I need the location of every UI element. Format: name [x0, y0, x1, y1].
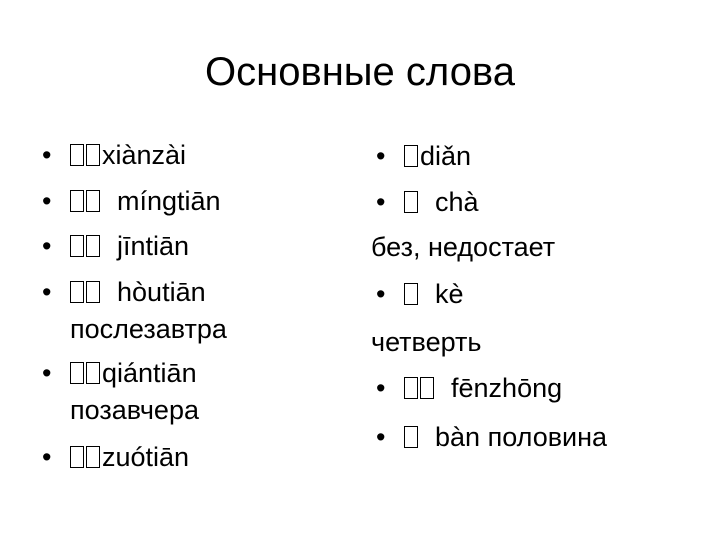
- translation: половина: [487, 422, 608, 452]
- translation: без, недостает: [371, 232, 556, 262]
- missing-glyph-icon: [86, 190, 100, 212]
- vocab-item: [42, 440, 189, 474]
- missing-glyph-icon: [404, 145, 418, 167]
- bullet: •: [42, 231, 52, 261]
- vocab-item: [42, 184, 221, 218]
- bullet: •: [376, 141, 386, 171]
- vocab-item: [376, 371, 562, 405]
- missing-glyph-icon: [70, 144, 84, 166]
- vocab-item: [376, 185, 479, 219]
- missing-glyph-icon: [70, 446, 84, 468]
- missing-glyph-icon: [86, 235, 100, 257]
- bullet: •: [42, 140, 52, 170]
- missing-glyph-icon: [404, 377, 418, 399]
- pinyin: xiànzài: [102, 140, 187, 170]
- vocab-item: [42, 356, 197, 390]
- vocab-item: [42, 275, 206, 309]
- pinyin: qiántiān: [102, 358, 197, 388]
- bullet: •: [376, 279, 386, 309]
- bullet: •: [376, 422, 386, 452]
- missing-glyph-icon: [86, 281, 100, 303]
- vocab-item: [376, 139, 471, 173]
- missing-glyph-icon: [404, 426, 418, 448]
- translation: позавчера: [70, 395, 199, 425]
- bullet: •: [42, 358, 52, 388]
- pinyin: bàn: [435, 422, 481, 452]
- pinyin: chà: [435, 187, 479, 217]
- missing-glyph-icon: [86, 362, 100, 384]
- translation: послезавтра: [70, 314, 227, 344]
- bullet: •: [376, 373, 386, 403]
- bullet: •: [42, 186, 52, 216]
- pinyin: míngtiān: [117, 186, 221, 216]
- pinyin: hòutiān: [117, 277, 206, 307]
- vocab-item: [376, 277, 464, 311]
- missing-glyph-icon: [70, 190, 84, 212]
- pinyin: zuótiān: [102, 442, 190, 472]
- missing-glyph-icon: [86, 144, 100, 166]
- pinyin: fēnzhōng: [451, 373, 563, 403]
- missing-glyph-icon: [86, 446, 100, 468]
- missing-glyph-icon: [404, 191, 418, 213]
- bullet: •: [42, 442, 52, 472]
- slide-title: Основные слова: [205, 50, 515, 94]
- missing-glyph-icon: [420, 377, 434, 399]
- pinyin: diǎn: [420, 141, 472, 171]
- pinyin: jīntiān: [117, 231, 190, 261]
- translation: четверть: [371, 327, 482, 357]
- bullet: •: [42, 277, 52, 307]
- bullet: •: [376, 187, 386, 217]
- missing-glyph-icon: [70, 281, 84, 303]
- pinyin: kè: [435, 279, 464, 309]
- missing-glyph-icon: [404, 283, 418, 305]
- vocab-item: [42, 138, 186, 172]
- vocab-item: [376, 420, 607, 454]
- vocab-item: [42, 229, 189, 263]
- missing-glyph-icon: [70, 362, 84, 384]
- missing-glyph-icon: [70, 235, 84, 257]
